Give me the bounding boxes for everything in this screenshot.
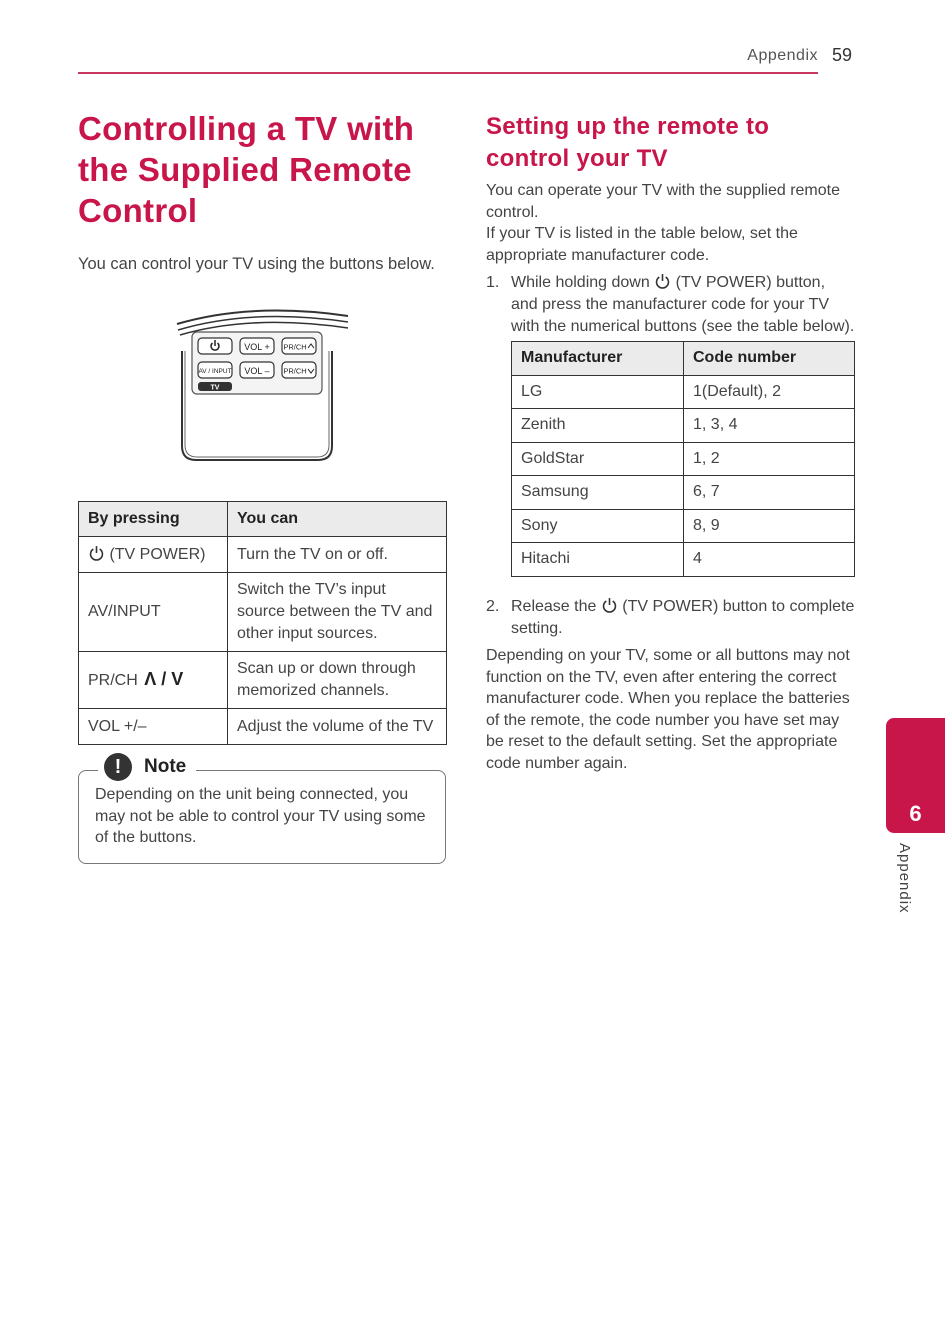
col-header-by-pressing: By pressing xyxy=(79,502,228,537)
remote-prch-up-label: PR/CH xyxy=(283,342,307,352)
table-row xyxy=(512,375,855,409)
table-cell: 1(Default), 2 xyxy=(684,375,855,409)
remote-power-button xyxy=(198,338,232,354)
table-cell: Zenith xyxy=(512,409,684,443)
table-row xyxy=(512,476,855,510)
table-cell xyxy=(79,537,228,573)
note-label: Note xyxy=(144,756,187,777)
table-cell: Scan up or down through memorized channels. xyxy=(228,652,447,709)
remote-vol-up-button xyxy=(240,338,274,354)
table-row xyxy=(79,652,447,709)
remote-av-input-label: AV / INPUT xyxy=(198,368,232,375)
section-title: Setting up the remote to control your TV xyxy=(486,113,770,172)
remote-vol-down-button xyxy=(240,362,274,378)
table-cell: Adjust the volume of the TV xyxy=(228,709,447,745)
table-cell: 1, 3, 4 xyxy=(684,409,855,443)
running-header-section: Appendix xyxy=(747,47,818,64)
step-number: 2. xyxy=(486,598,500,615)
remote-tv-badge xyxy=(198,382,232,392)
table-header-row xyxy=(79,502,447,537)
table-cell: 6, 7 xyxy=(684,476,855,510)
table-cell: Sony xyxy=(512,509,684,543)
table-row xyxy=(512,442,855,476)
exclamation-icon: ! xyxy=(104,753,132,781)
table-header-row xyxy=(512,342,855,376)
table-cell: AV/INPUT xyxy=(79,573,228,652)
table-cell: GoldStar xyxy=(512,442,684,476)
table-cell: LG xyxy=(512,375,684,409)
remote-control-illustration xyxy=(172,306,362,466)
power-icon xyxy=(88,545,105,562)
table-cell: Hitachi xyxy=(512,543,684,577)
header-divider xyxy=(78,72,818,74)
remote-vol-down-label: VOL – xyxy=(244,366,270,376)
step-text-after: (TV POWER) button to complete setting. xyxy=(511,598,855,637)
step-text-before: While holding down xyxy=(511,274,650,291)
page-title: Controlling a TV with the Supplied Remote Control xyxy=(78,110,415,229)
note-text: Depending on the unit being connected, you may not be able to control your TV using some of the buttons. xyxy=(95,786,426,846)
table-cell: 8, 9 xyxy=(684,509,855,543)
remote-prch-up-button xyxy=(282,338,316,354)
remote-vol-up-label: VOL + xyxy=(244,342,270,352)
chapter-label: Appendix xyxy=(896,843,913,914)
table-row xyxy=(79,537,447,573)
table-cell: 1, 2 xyxy=(684,442,855,476)
note-header xyxy=(98,753,196,781)
col-header-code-number: Code number xyxy=(684,342,855,376)
manufacturer-code-table xyxy=(511,341,855,577)
table-row xyxy=(79,709,447,745)
table-row xyxy=(512,543,855,577)
table-cell: 4 xyxy=(684,543,855,577)
setup-intro-paragraph: You can operate your TV with the supplied remote control. xyxy=(486,182,840,221)
remote-av-input-button xyxy=(198,362,232,378)
table-cell: Samsung xyxy=(512,476,684,510)
prch-label: PR/CH xyxy=(88,672,138,689)
table-cell: VOL +/– xyxy=(79,709,228,745)
button-function-table xyxy=(78,501,447,745)
col-header-manufacturer: Manufacturer xyxy=(512,342,684,376)
remote-tv-label: TV xyxy=(210,384,220,392)
power-icon xyxy=(601,597,618,614)
up-down-symbol: Λ / V xyxy=(144,669,184,689)
step-text-after: (TV POWER) button, and press the manufacturer code for your TV with the numerical buttons (see the table below). xyxy=(511,274,855,335)
table-row xyxy=(79,573,447,652)
closing-paragraph: Depending on your TV, some or all buttons may not function on the TV, even after entering the correct manufacturer code. When you replace the batteries of the remote, the code number you have set may be reset to the default setting. Set the appropriate code number again. xyxy=(486,647,850,772)
power-icon xyxy=(654,273,671,290)
power-label: (TV POWER) xyxy=(109,545,206,563)
table-cell: Switch the TV’s input source between the TV and other input sources. xyxy=(228,573,447,652)
remote-prch-down-label: PR/CH xyxy=(283,366,307,376)
table-row xyxy=(512,409,855,443)
setup-condition-paragraph: If your TV is listed in the table below, set the appropriate manufacturer code. xyxy=(486,225,798,264)
page-number: 59 xyxy=(832,45,853,65)
col-header-you-can: You can xyxy=(228,502,447,537)
table-row xyxy=(512,509,855,543)
remote-prch-down-button xyxy=(282,362,316,378)
chapter-tab xyxy=(886,718,945,833)
table-cell: Turn the TV on or off. xyxy=(228,537,447,573)
step-text-before: Release the xyxy=(511,598,597,615)
intro-text: You can control your TV using the buttons below. xyxy=(78,255,435,273)
table-cell xyxy=(79,652,228,709)
step-number: 1. xyxy=(486,274,500,291)
chapter-number: 6 xyxy=(909,801,922,826)
